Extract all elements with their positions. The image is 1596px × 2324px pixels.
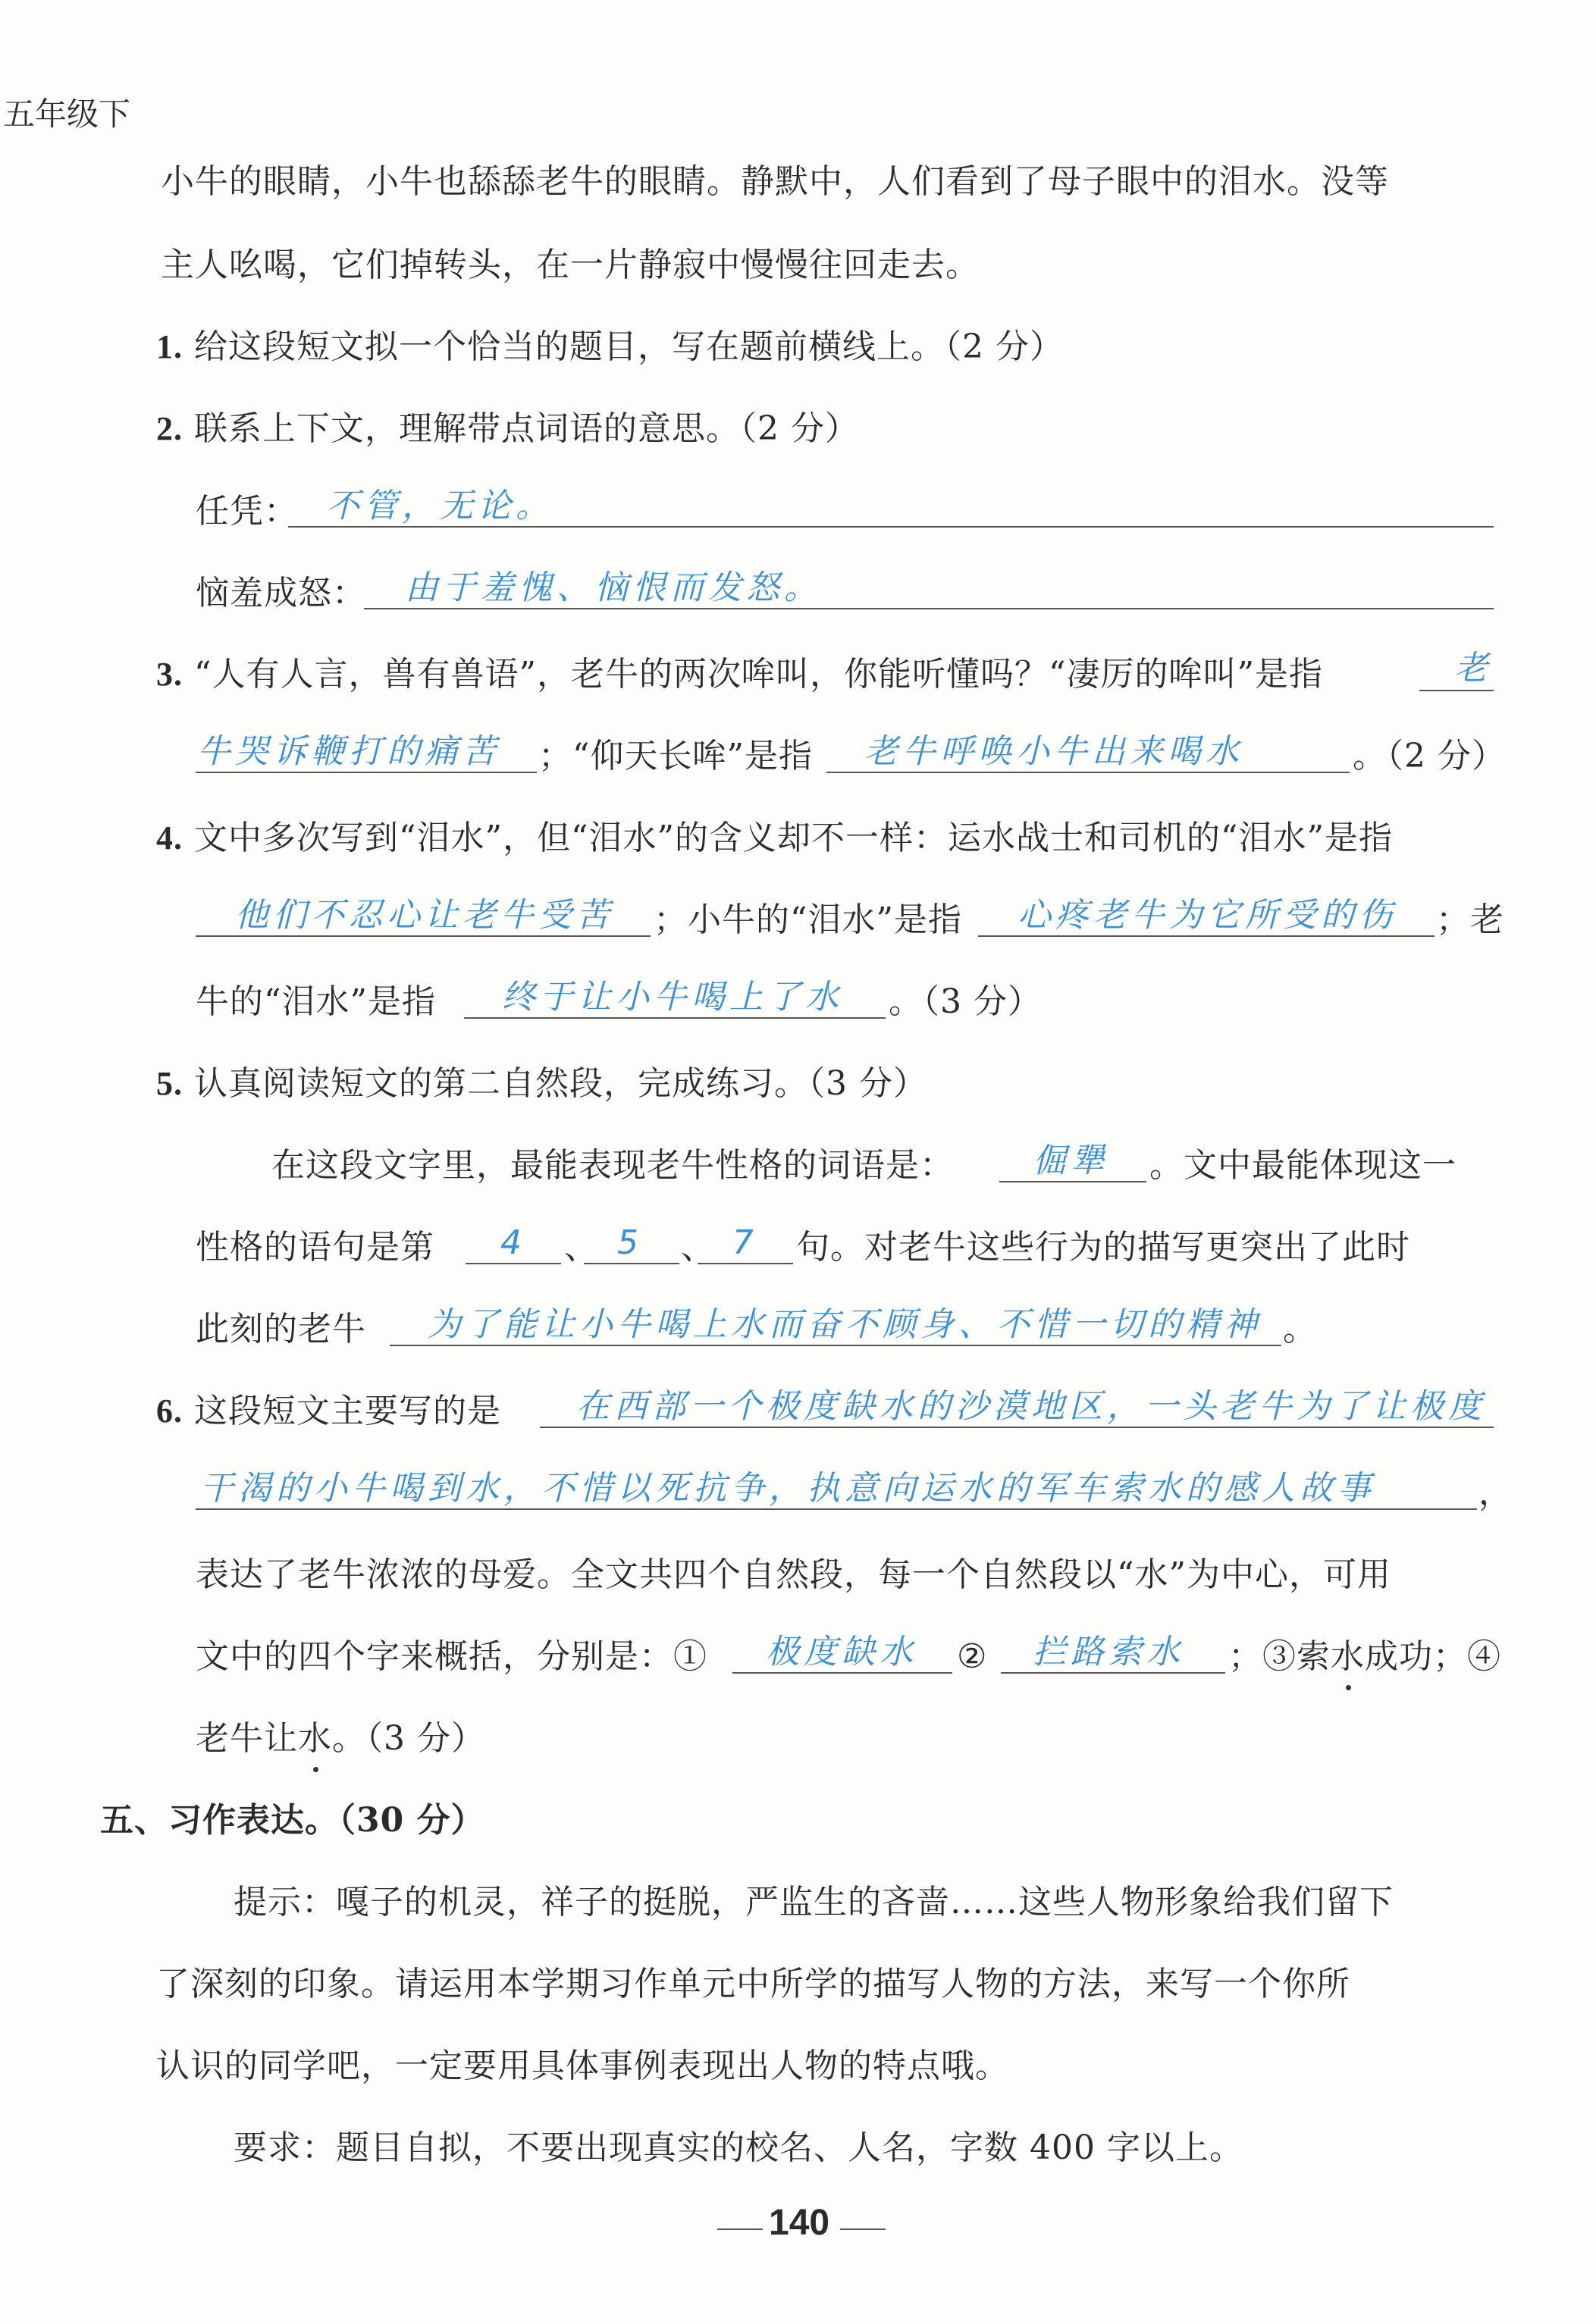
question-text: 文中多次写到“泪水”，但“泪水”的含义却不一样：运水战士和司机的“泪水”是指 <box>194 819 1393 857</box>
dotted-character: 水 <box>1331 1634 1365 1680</box>
question-number: 5. <box>156 1065 183 1102</box>
page-number-dash-left <box>717 2228 763 2230</box>
question-text: 认真阅读短文的第二自然段，完成练习。（3 分） <box>194 1064 927 1103</box>
question-text: ， <box>1478 1474 1513 1512</box>
passage-line-2: 主人吆喝，它们掉转头，在一片静寂中慢慢往回走去。 <box>161 246 980 284</box>
text-fragment: 老牛让 <box>196 1719 298 1758</box>
handwritten-answer: 老 <box>1454 649 1492 687</box>
question-3 <box>156 652 1323 697</box>
question-number: 2. <box>156 410 183 447</box>
question-text: 牛的“泪水”是指 <box>196 982 436 1021</box>
handwritten-answer: 在西部一个极度缺水的沙漠地区，一头老牛为了让极度 <box>576 1387 1486 1426</box>
handwritten-answer: 极度缺水 <box>766 1633 917 1671</box>
question-number: 6. <box>156 1392 183 1430</box>
text-fragment: 成功；④ <box>1365 1637 1501 1676</box>
handwritten-answer: 他们不忍心让老牛受苦 <box>235 896 614 935</box>
handwritten-answer: 老牛呼唤小牛出来喝水 <box>864 732 1243 771</box>
handwritten-answer: 4 <box>500 1223 526 1262</box>
question-number: 4. <box>156 819 183 857</box>
handwritten-answer: 5 <box>617 1223 643 1262</box>
question-text: ；老 <box>1436 900 1504 939</box>
question-text <box>1228 1634 1501 1680</box>
question-6 <box>156 1389 501 1434</box>
question-2 <box>156 406 859 452</box>
page-number: 140 <box>769 2203 830 2243</box>
question-number: 3. <box>156 656 183 693</box>
question-text: 。（2 分） <box>1353 737 1506 775</box>
question-text: 性格的语句是第 <box>196 1228 434 1267</box>
handwritten-answer: 心疼老牛为它所受的伤 <box>1017 896 1397 935</box>
question-text: “人有人言，兽有兽语”，老牛的两次哞叫，你能听懂吗？“凄厉的哞叫”是指 <box>194 655 1323 694</box>
text-fragment: 。（3 分） <box>332 1719 485 1758</box>
question-text: ；“仰天长哞”是指 <box>538 737 813 775</box>
question-text <box>196 1716 485 1762</box>
question-text: 联系上下文，理解带点词语的意思。（2 分） <box>194 409 859 448</box>
handwritten-answer: 牛哭诉鞭打的痛苦 <box>197 732 500 771</box>
handwritten-answer: 不管，无论。 <box>326 487 553 525</box>
handwritten-answer: 拦路索水 <box>1033 1633 1184 1671</box>
section-title: 五、习作表达。（30 分） <box>100 1801 485 1840</box>
question-text: ；小牛的“泪水”是指 <box>654 900 962 939</box>
requirement: 要求：题目自拟，不要出现真实的校名、人名，字数 400 字以上。 <box>234 2128 1243 2167</box>
question-text: 。（3 分） <box>889 982 1042 1021</box>
question-4 <box>156 816 1393 861</box>
handwritten-answer: 终于让小牛喝上了水 <box>502 978 843 1016</box>
handwritten-answer: 干渴的小牛喝到水，不惜以死抗争，执意向运水的军车索水的感人故事 <box>200 1469 1375 1508</box>
question-text: 。 <box>1283 1310 1317 1348</box>
question-1 <box>156 324 1064 370</box>
hint-line-2: 了深刻的印象。请运用本学期习作单元中所学的描写人物的方法，来写一个你所 <box>156 1965 1350 2003</box>
term-1: 任凭： <box>196 492 298 531</box>
question-text: ② <box>957 1637 988 1676</box>
handwritten-answer: 倔犟 <box>1033 1142 1108 1180</box>
question-text: 在这段文字里，最能表现老牛性格的词语是： <box>271 1146 954 1185</box>
separator: 、 <box>564 1228 598 1267</box>
question-text: 。文中最能体现这一 <box>1149 1146 1456 1185</box>
dotted-character: 水 <box>298 1716 332 1762</box>
handwritten-answer: 7 <box>732 1223 758 1262</box>
question-text: 句。对老牛这些行为的描写更突出了此时 <box>796 1228 1410 1267</box>
grade-label: 五年级下 <box>3 96 131 133</box>
question-text: 文中的四个字来概括，分别是：① <box>196 1637 707 1676</box>
page-number-dash-right <box>840 2228 886 2230</box>
question-5 <box>156 1061 927 1107</box>
question-text: 给这段短文拟一个恰当的题目，写在题前横线上。（2 分） <box>194 327 1064 366</box>
question-text: 此刻的老牛 <box>196 1310 366 1348</box>
handwritten-answer: 由于羞愧、恼恨而发怒。 <box>405 568 822 607</box>
hint-line-1: 提示：嘎子的机灵，祥子的挺脱，严监生的吝啬……这些人物形象给我们留下 <box>234 1883 1394 1922</box>
passage-line-1: 小牛的眼睛，小牛也舔舔老牛的眼睛。静默中，人们看到了母子眼中的泪水。没等 <box>161 162 1389 201</box>
question-text: 这段短文主要写的是 <box>194 1392 501 1430</box>
hint-line-3: 认识的同学吧，一定要用具体事例表现出人物的特点哦。 <box>156 2047 1009 2085</box>
handwritten-answer: 为了能让小牛喝上水而奋不顾身、不惜一切的精神 <box>428 1305 1262 1344</box>
text-fragment: ；③索 <box>1228 1637 1331 1676</box>
question-number: 1. <box>156 328 183 365</box>
question-text: 表达了老牛浓浓的母爱。全文共四个自然段，每一个自然段以“水”为中心，可用 <box>196 1555 1391 1594</box>
separator: 、 <box>681 1228 715 1267</box>
term-2: 恼羞成怒： <box>196 574 366 612</box>
